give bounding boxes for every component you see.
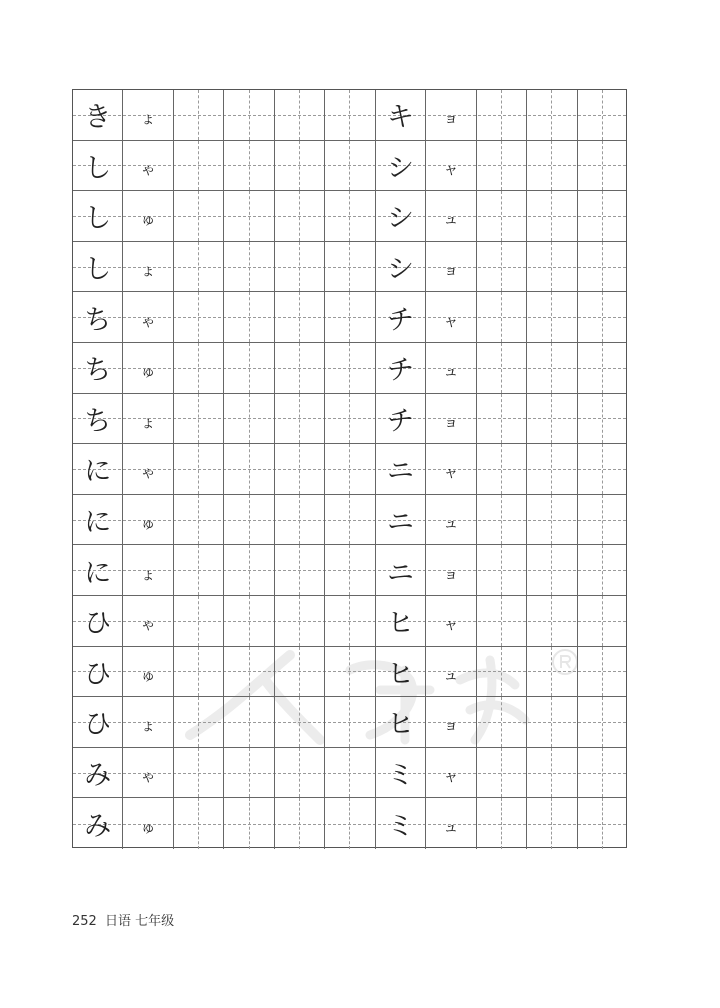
practice-cell xyxy=(174,444,199,494)
practice-cell xyxy=(250,748,275,798)
practice-cell xyxy=(199,141,224,191)
grid-row xyxy=(73,798,626,849)
practice-cell xyxy=(351,292,376,342)
practice-cell xyxy=(199,545,224,595)
katakana-main-char: チ xyxy=(376,343,426,393)
practice-cell xyxy=(174,343,199,393)
practice-cell xyxy=(477,697,502,747)
practice-cell xyxy=(502,647,527,697)
practice-cell xyxy=(199,90,224,140)
practice-cell xyxy=(224,242,249,292)
grid-row xyxy=(73,191,626,242)
practice-cell xyxy=(351,242,376,292)
kana-practice-grid xyxy=(72,89,627,848)
practice-cell xyxy=(351,495,376,545)
katakana-small-char: ャ xyxy=(426,141,476,191)
katakana-main-char: チ xyxy=(376,394,426,444)
practice-cell xyxy=(527,394,552,444)
practice-cell xyxy=(325,90,350,140)
katakana-main-char: シ xyxy=(376,141,426,191)
katakana-main-char: ニ xyxy=(376,495,426,545)
practice-cell xyxy=(199,191,224,241)
practice-cell xyxy=(224,748,249,798)
grid-row xyxy=(73,596,626,647)
practice-cell xyxy=(325,647,350,697)
katakana-main-char: ミ xyxy=(376,748,426,798)
practice-cell xyxy=(578,596,603,646)
practice-cell xyxy=(199,444,224,494)
practice-cell xyxy=(603,748,628,798)
katakana-main-char: シ xyxy=(376,191,426,241)
practice-cell xyxy=(275,242,300,292)
practice-cell xyxy=(502,90,527,140)
practice-cell xyxy=(250,191,275,241)
practice-cell xyxy=(603,697,628,747)
hiragana-small-char: ゃ xyxy=(123,292,173,342)
practice-cell xyxy=(552,596,577,646)
practice-cell xyxy=(300,394,325,444)
practice-cell xyxy=(502,495,527,545)
practice-cell xyxy=(224,647,249,697)
practice-cell xyxy=(527,748,552,798)
book-title: 日语 七年级 xyxy=(104,914,175,929)
practice-cell xyxy=(351,343,376,393)
practice-cell xyxy=(224,90,249,140)
practice-cell xyxy=(552,647,577,697)
practice-cell xyxy=(603,798,628,849)
hiragana-main-char: ち xyxy=(73,292,123,342)
practice-cell xyxy=(502,141,527,191)
practice-cell xyxy=(250,242,275,292)
practice-cell xyxy=(174,545,199,595)
practice-cell xyxy=(527,292,552,342)
katakana-small-char: ュ xyxy=(426,191,476,241)
katakana-main-char: ヒ xyxy=(376,647,426,697)
practice-cell xyxy=(275,394,300,444)
grid-row xyxy=(73,394,626,445)
practice-cell xyxy=(527,647,552,697)
practice-cell xyxy=(477,798,502,849)
practice-cell xyxy=(250,798,275,849)
practice-cell xyxy=(300,545,325,595)
practice-cell xyxy=(300,748,325,798)
practice-cell xyxy=(199,748,224,798)
practice-cell xyxy=(325,596,350,646)
katakana-main-char: チ xyxy=(376,292,426,342)
practice-cell xyxy=(603,141,628,191)
practice-cell xyxy=(325,495,350,545)
practice-cell xyxy=(527,697,552,747)
practice-cell xyxy=(174,748,199,798)
katakana-small-char: ョ xyxy=(426,394,476,444)
katakana-small-char: ョ xyxy=(426,242,476,292)
practice-cell xyxy=(275,292,300,342)
practice-cell xyxy=(275,141,300,191)
practice-cell xyxy=(300,292,325,342)
hiragana-small-char: ょ xyxy=(123,394,173,444)
practice-cell xyxy=(174,292,199,342)
practice-cell xyxy=(224,292,249,342)
practice-cell xyxy=(603,90,628,140)
practice-cell xyxy=(552,545,577,595)
practice-cell xyxy=(224,495,249,545)
practice-cell xyxy=(351,444,376,494)
grid-row xyxy=(73,748,626,799)
practice-cell xyxy=(224,191,249,241)
practice-cell xyxy=(351,545,376,595)
practice-cell xyxy=(325,798,350,849)
hiragana-small-char: ゅ xyxy=(123,191,173,241)
practice-cell xyxy=(174,798,199,849)
practice-cell xyxy=(351,90,376,140)
hiragana-small-char: ょ xyxy=(123,90,173,140)
practice-cell xyxy=(502,394,527,444)
practice-cell xyxy=(527,596,552,646)
practice-cell xyxy=(250,596,275,646)
practice-cell xyxy=(275,748,300,798)
katakana-small-char: ャ xyxy=(426,596,476,646)
practice-cell xyxy=(351,748,376,798)
practice-cell xyxy=(477,647,502,697)
practice-cell xyxy=(275,343,300,393)
practice-cell xyxy=(527,495,552,545)
hiragana-small-char: ゅ xyxy=(123,495,173,545)
katakana-small-char: ュ xyxy=(426,495,476,545)
practice-cell xyxy=(174,596,199,646)
practice-cell xyxy=(502,444,527,494)
practice-cell xyxy=(603,444,628,494)
practice-cell xyxy=(603,292,628,342)
practice-cell xyxy=(603,343,628,393)
practice-cell xyxy=(250,444,275,494)
practice-cell xyxy=(578,191,603,241)
practice-cell xyxy=(603,242,628,292)
grid-row xyxy=(73,141,626,192)
practice-cell xyxy=(174,141,199,191)
hiragana-main-char: み xyxy=(73,748,123,798)
practice-cell xyxy=(502,343,527,393)
practice-cell xyxy=(552,90,577,140)
practice-cell xyxy=(351,191,376,241)
practice-cell xyxy=(527,191,552,241)
practice-cell xyxy=(325,242,350,292)
practice-cell xyxy=(224,596,249,646)
practice-cell xyxy=(300,242,325,292)
practice-cell xyxy=(502,292,527,342)
grid-row xyxy=(73,90,626,141)
practice-cell xyxy=(578,444,603,494)
practice-cell xyxy=(250,90,275,140)
practice-cell xyxy=(199,596,224,646)
practice-cell xyxy=(477,748,502,798)
practice-cell xyxy=(325,292,350,342)
hiragana-small-char: ゅ xyxy=(123,798,173,849)
practice-cell xyxy=(502,545,527,595)
practice-cell xyxy=(351,697,376,747)
practice-cell xyxy=(275,596,300,646)
practice-cell xyxy=(578,647,603,697)
practice-cell xyxy=(199,394,224,444)
practice-cell xyxy=(578,545,603,595)
practice-cell xyxy=(552,394,577,444)
practice-cell xyxy=(199,343,224,393)
practice-cell xyxy=(527,545,552,595)
hiragana-small-char: ゃ xyxy=(123,141,173,191)
practice-cell xyxy=(477,90,502,140)
hiragana-main-char: に xyxy=(73,495,123,545)
practice-cell xyxy=(527,444,552,494)
practice-cell xyxy=(275,444,300,494)
hiragana-main-char: ち xyxy=(73,343,123,393)
practice-cell xyxy=(199,798,224,849)
practice-cell xyxy=(477,545,502,595)
practice-cell xyxy=(351,394,376,444)
practice-cell xyxy=(477,495,502,545)
practice-cell xyxy=(300,697,325,747)
practice-cell xyxy=(250,394,275,444)
practice-cell xyxy=(275,697,300,747)
practice-cell xyxy=(174,394,199,444)
katakana-small-char: ョ xyxy=(426,90,476,140)
practice-cell xyxy=(300,798,325,849)
page-number: 252 xyxy=(72,914,97,929)
practice-cell xyxy=(199,647,224,697)
practice-cell xyxy=(325,444,350,494)
practice-cell xyxy=(578,292,603,342)
practice-cell xyxy=(250,697,275,747)
practice-cell xyxy=(502,748,527,798)
practice-cell xyxy=(300,141,325,191)
practice-cell xyxy=(552,748,577,798)
hiragana-main-char: み xyxy=(73,798,123,849)
practice-cell xyxy=(300,444,325,494)
hiragana-small-char: ょ xyxy=(123,242,173,292)
practice-cell xyxy=(351,141,376,191)
grid-row xyxy=(73,545,626,596)
practice-cell xyxy=(477,141,502,191)
practice-cell xyxy=(552,191,577,241)
practice-cell xyxy=(351,596,376,646)
practice-cell xyxy=(199,495,224,545)
practice-cell xyxy=(300,90,325,140)
practice-cell xyxy=(578,141,603,191)
practice-cell xyxy=(224,444,249,494)
katakana-main-char: ヒ xyxy=(376,697,426,747)
practice-cell xyxy=(325,748,350,798)
practice-cell xyxy=(325,394,350,444)
practice-cell xyxy=(174,647,199,697)
practice-cell xyxy=(552,697,577,747)
practice-cell xyxy=(527,141,552,191)
page-footer xyxy=(72,910,174,929)
practice-cell xyxy=(477,242,502,292)
practice-cell xyxy=(174,242,199,292)
practice-cell xyxy=(199,242,224,292)
katakana-small-char: ュ xyxy=(426,343,476,393)
practice-cell xyxy=(224,343,249,393)
practice-cell xyxy=(578,495,603,545)
hiragana-main-char: し xyxy=(73,242,123,292)
practice-cell xyxy=(578,343,603,393)
practice-cell xyxy=(552,292,577,342)
practice-cell xyxy=(300,495,325,545)
practice-cell xyxy=(275,545,300,595)
practice-cell xyxy=(552,798,577,849)
practice-cell xyxy=(224,394,249,444)
practice-cell xyxy=(527,90,552,140)
hiragana-main-char: ひ xyxy=(73,697,123,747)
practice-cell xyxy=(603,495,628,545)
practice-cell xyxy=(174,191,199,241)
practice-cell xyxy=(603,596,628,646)
practice-cell xyxy=(477,444,502,494)
hiragana-small-char: ゃ xyxy=(123,596,173,646)
practice-cell xyxy=(578,697,603,747)
practice-cell xyxy=(527,242,552,292)
practice-cell xyxy=(224,697,249,747)
grid-row xyxy=(73,647,626,698)
practice-cell xyxy=(325,141,350,191)
grid-row xyxy=(73,697,626,748)
practice-cell xyxy=(552,343,577,393)
practice-cell xyxy=(250,647,275,697)
hiragana-small-char: ょ xyxy=(123,697,173,747)
hiragana-small-char: ゅ xyxy=(123,343,173,393)
hiragana-main-char: ち xyxy=(73,394,123,444)
hiragana-main-char: に xyxy=(73,444,123,494)
practice-cell xyxy=(527,798,552,849)
practice-cell xyxy=(477,292,502,342)
practice-cell xyxy=(224,545,249,595)
practice-cell xyxy=(300,647,325,697)
practice-cell xyxy=(351,647,376,697)
practice-cell xyxy=(275,647,300,697)
hiragana-small-char: ょ xyxy=(123,545,173,595)
katakana-main-char: ニ xyxy=(376,545,426,595)
practice-cell xyxy=(527,343,552,393)
practice-cell xyxy=(199,292,224,342)
katakana-main-char: ニ xyxy=(376,444,426,494)
practice-cell xyxy=(477,191,502,241)
practice-cell xyxy=(552,444,577,494)
practice-cell xyxy=(578,748,603,798)
practice-cell xyxy=(502,242,527,292)
practice-cell xyxy=(603,545,628,595)
practice-cell xyxy=(275,90,300,140)
practice-cell xyxy=(502,798,527,849)
practice-cell xyxy=(502,697,527,747)
practice-cell xyxy=(552,495,577,545)
practice-cell xyxy=(578,798,603,849)
hiragana-main-char: に xyxy=(73,545,123,595)
katakana-small-char: ャ xyxy=(426,292,476,342)
hiragana-main-char: し xyxy=(73,141,123,191)
practice-cell xyxy=(174,697,199,747)
practice-cell xyxy=(275,191,300,241)
practice-cell xyxy=(502,191,527,241)
practice-cell xyxy=(300,343,325,393)
practice-cell xyxy=(174,495,199,545)
practice-cell xyxy=(502,596,527,646)
katakana-small-char: ュ xyxy=(426,647,476,697)
katakana-main-char: キ xyxy=(376,90,426,140)
practice-cell xyxy=(174,90,199,140)
katakana-small-char: ュ xyxy=(426,798,476,849)
katakana-main-char: シ xyxy=(376,242,426,292)
katakana-main-char: ヒ xyxy=(376,596,426,646)
grid-row xyxy=(73,444,626,495)
practice-cell xyxy=(275,798,300,849)
practice-cell xyxy=(552,141,577,191)
katakana-small-char: ャ xyxy=(426,444,476,494)
hiragana-main-char: ひ xyxy=(73,596,123,646)
grid-row xyxy=(73,242,626,293)
practice-cell xyxy=(477,596,502,646)
hiragana-small-char: ゃ xyxy=(123,748,173,798)
katakana-small-char: ョ xyxy=(426,545,476,595)
practice-cell xyxy=(351,798,376,849)
hiragana-small-char: ゃ xyxy=(123,444,173,494)
katakana-small-char: ャ xyxy=(426,748,476,798)
practice-cell xyxy=(250,495,275,545)
practice-cell xyxy=(603,647,628,697)
practice-cell xyxy=(250,343,275,393)
grid-row xyxy=(73,495,626,546)
grid-row xyxy=(73,292,626,343)
practice-cell xyxy=(300,191,325,241)
practice-cell xyxy=(578,242,603,292)
practice-cell xyxy=(578,394,603,444)
practice-cell xyxy=(578,90,603,140)
practice-cell xyxy=(224,798,249,849)
practice-cell xyxy=(224,141,249,191)
katakana-main-char: ミ xyxy=(376,798,426,849)
hiragana-main-char: ひ xyxy=(73,647,123,697)
practice-cell xyxy=(477,343,502,393)
practice-cell xyxy=(477,394,502,444)
hiragana-main-char: き xyxy=(73,90,123,140)
practice-cell xyxy=(552,242,577,292)
practice-cell xyxy=(300,596,325,646)
practice-cell xyxy=(250,141,275,191)
practice-cell xyxy=(275,495,300,545)
practice-cell xyxy=(603,394,628,444)
hiragana-main-char: し xyxy=(73,191,123,241)
practice-cell xyxy=(250,292,275,342)
practice-cell xyxy=(325,191,350,241)
practice-cell xyxy=(603,191,628,241)
grid-row xyxy=(73,343,626,394)
practice-cell xyxy=(199,697,224,747)
hiragana-small-char: ゅ xyxy=(123,647,173,697)
practice-cell xyxy=(325,545,350,595)
practice-cell xyxy=(250,545,275,595)
practice-cell xyxy=(325,343,350,393)
katakana-small-char: ョ xyxy=(426,697,476,747)
practice-cell xyxy=(325,697,350,747)
